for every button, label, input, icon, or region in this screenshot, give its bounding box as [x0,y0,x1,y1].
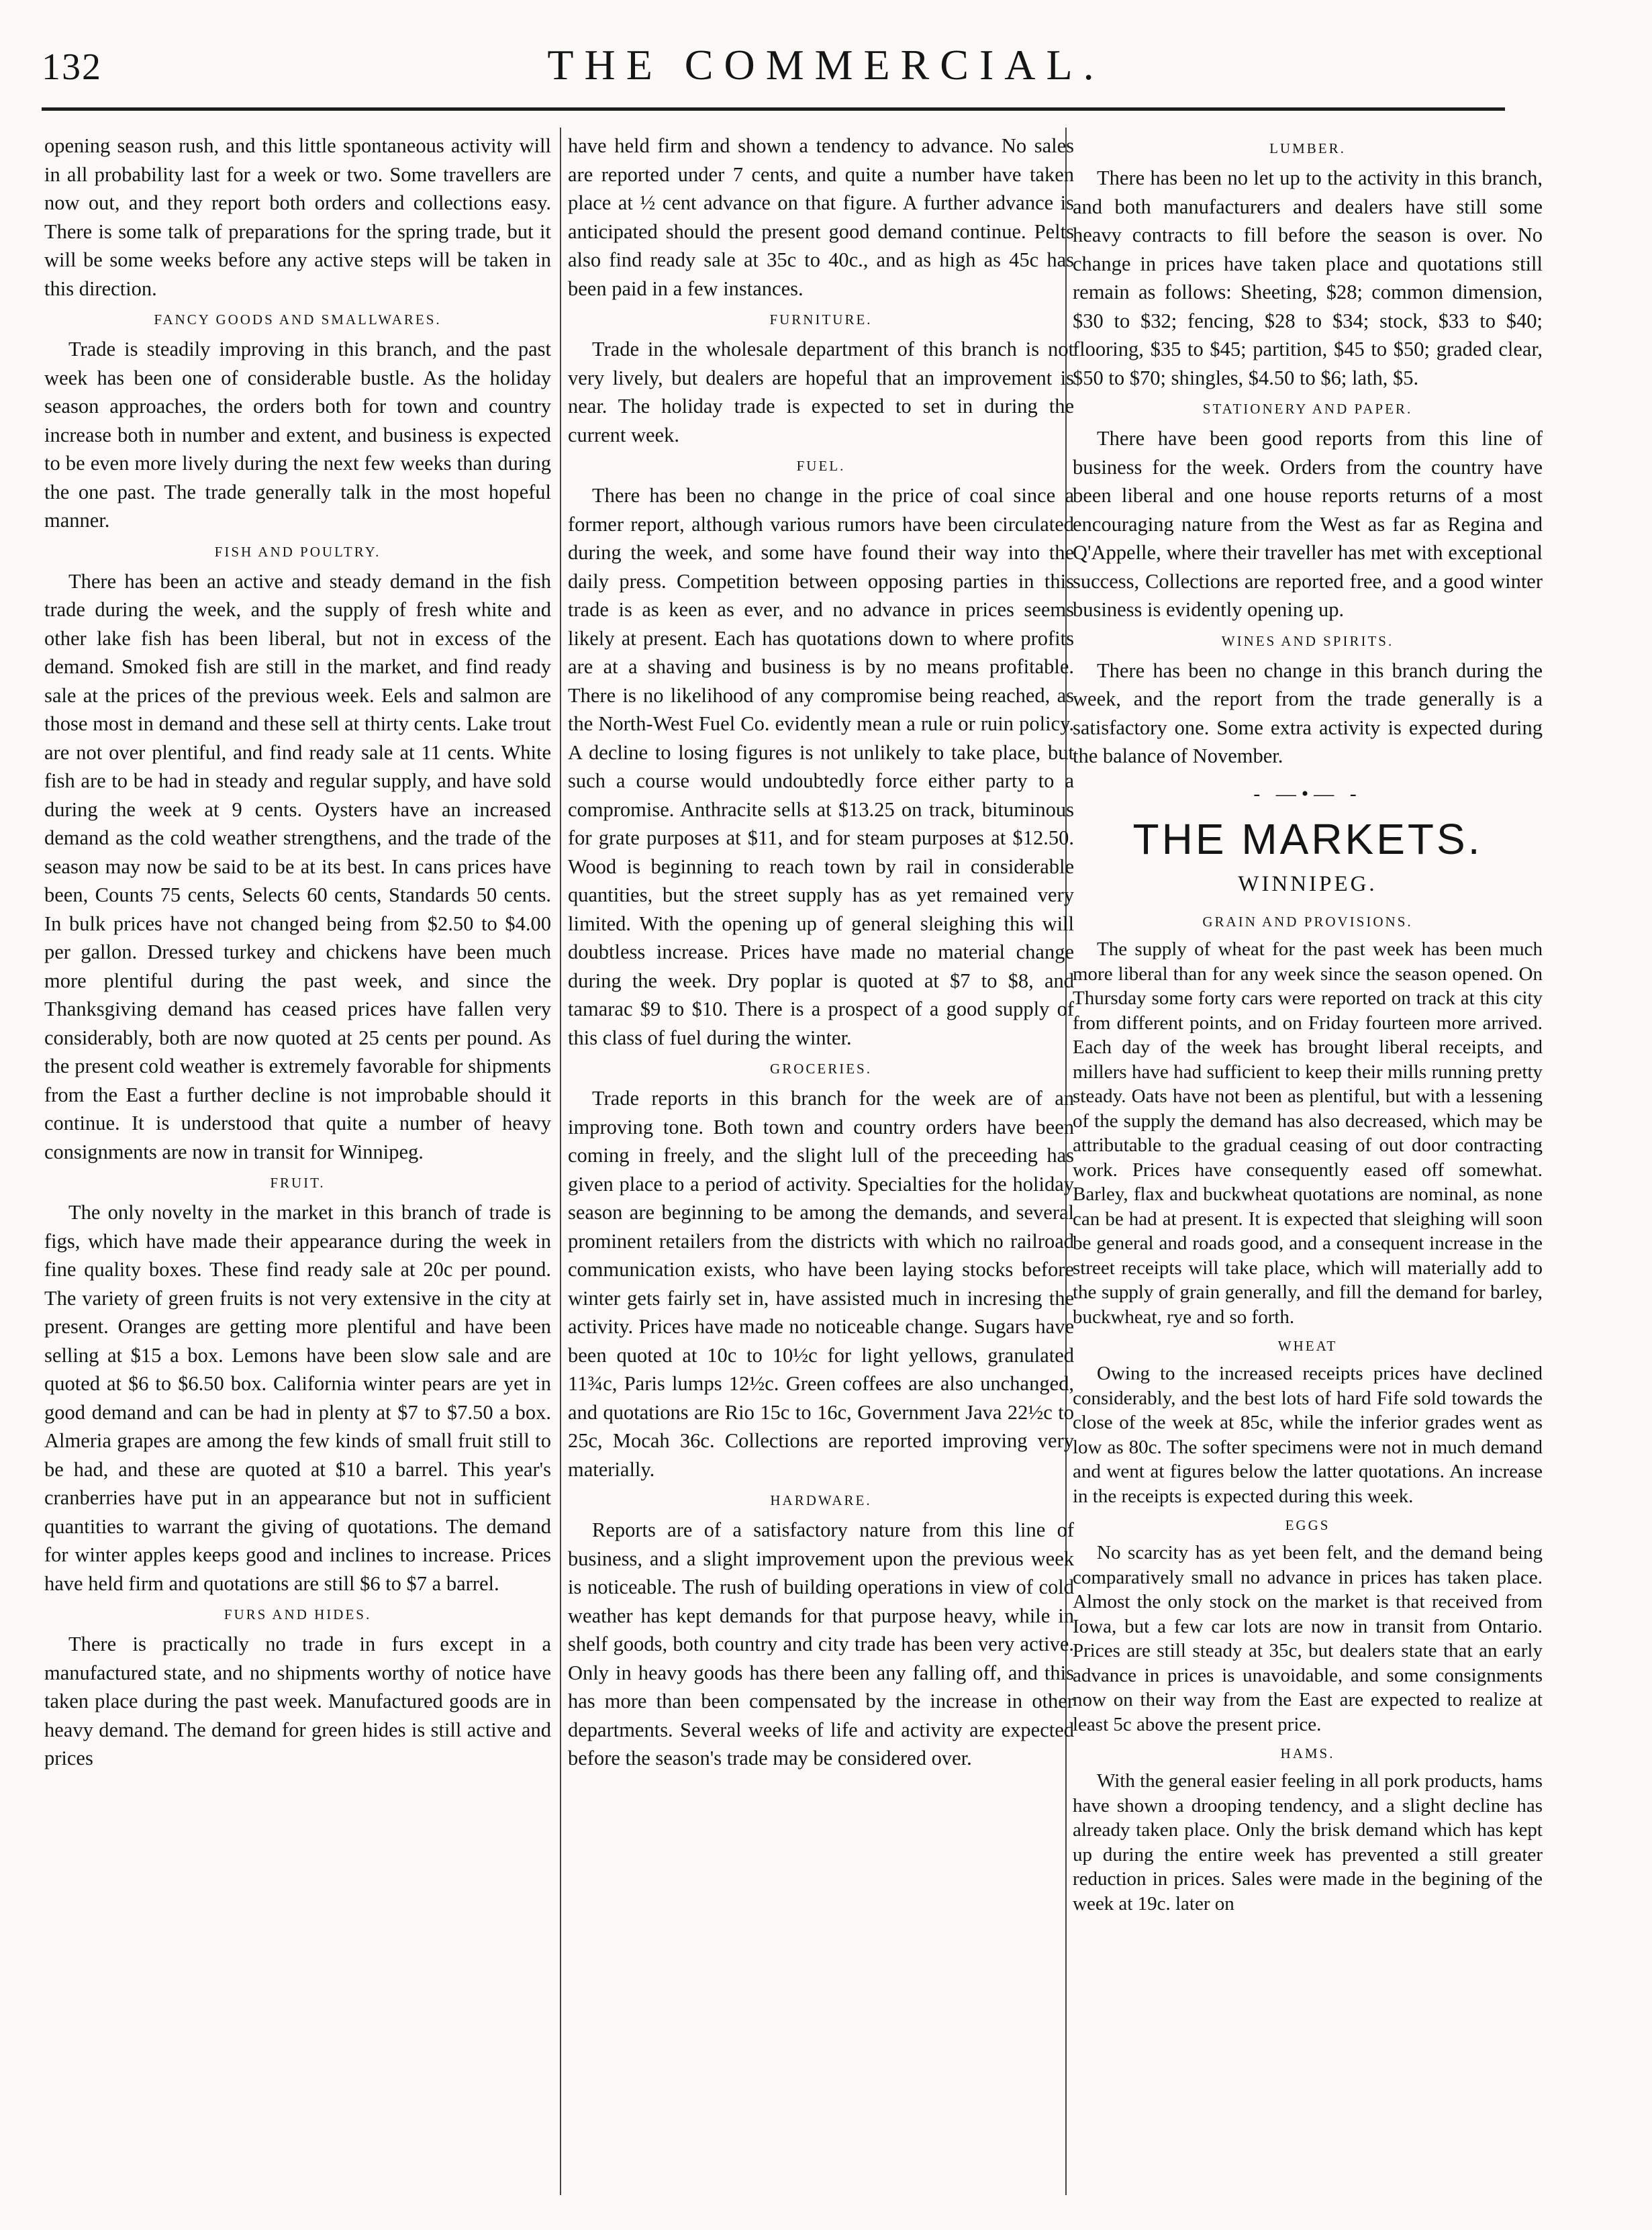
fish-poultry-paragraph: There has been an active and steady demand in the fish trade during the week, and the supply of fresh white and other lake fish has been liberal, but not in excess of the demand. Smoked fish are still in the market, and find ready sale at the prices of the previous week. Eels and salmon are those most in demand and these sell at thirty cents. Lake trout are not over plentiful, and find ready sale at 11 cents. White fish are to be had in steady and regular supply, and have sold during the week at 9 cents. Oysters have an increased demand as the cold weather strengthens, and the trade of the season may now be said to be at its best. In cans prices have been, Counts 75 cents, Selects 60 cents, Standards 50 cents. In bulk prices have not changed being from $2.50 to $4.00 per gallon. Dressed turkey and chickens have been much more plentiful during the past week, and since the Thanksgiving demand has ceased prices have fallen very considerably, both are now quoted at 25 cents per pound. As the present cold weather is extremely favorable for shipments from the East a further decline is not improbable should it continue. It is understood that quite a number of heavy consignments are now in transit for Winnipeg. [44,569,551,1163]
heading-furs-hides: FURS AND HIDES. [224,1606,372,1622]
heading-hams: HAMS. [1280,1745,1335,1761]
heading-fruit: FRUIT. [270,1175,326,1191]
heading-furniture: FURNITURE. [769,311,873,328]
heading-hardware: HARDWARE. [770,1492,872,1508]
wines-spirits-paragraph: There has been no change in this branch during the week, and the report from the trade generally is a satisfactory one. Some extra activity is expected during the balance of November. [1073,659,1543,767]
wheat-paragraph: Owing to the increased receipts prices have declined considerably, and the best lots of hard Fife sold towards the close of the week at 85c, while the inferior grades went as low as 80c. The softer specimens were not in much demand and went at figures below the latter quotations. An increase in the receipts is expected during this week. [1073,1363,1543,1507]
heading-eggs: EGGS [1285,1517,1330,1533]
lumber-paragraph: There has been no let up to the activity in this branch, and both manufacturers and dealers have still some heavy contracts to fill before the season is over. No change in prices have taken place and quotations still remain as follows: Sheeting, $28; common dimension, $30 to $32; fencing, $28 to $34; stock, $33 to $40; flooring, $35 to $45; partition, $45 to $50; graded clear, $50 to $70; shingles, $4.50 to $6; lath, $5. [1073,166,1543,389]
heading-groceries: GROCERIES. [770,1061,872,1077]
groceries-paragraph: Trade reports in this branch for the week are of an improving tone. Both town and country orders have been coming in freely, and the slight lull of the preceeding has given place to a period of activity. Specialties for the holiday season are beginning to be among the demands, and several prominent retailers from the districts with which no railroad communication exists, who have been laying stocks before winter gets fairly set in, have assisted much in incresing the activity. Prices have made no noticeable change. Sugars have been quoted at 10c to 10½c for light yellows, granulated 11¾c, Paris lumps 12½c. Green coffees are also unchanged, and quotations are Rio 15c to 16c, Government Java 22½c to 25c, Mocah 36c. Collections are reported improving very materially. [568,1087,1074,1481]
stationery-paragraph: There have been good reports from this line of business for the week. Orders from the country have been liberal and one house reports returns of a most encouraging nature from the West as far as Regina and Q'Appelle, where their traveller has met with exceptional success, Collections are reported free, and a good winter business is evidently opening up. [1073,427,1543,621]
page-number: 132 [42,46,102,88]
heading-fancy-goods: FANCY GOODS AND SMALLWARES. [154,311,442,328]
column-1 [44,132,551,2192]
hardware-paragraph: Reports are of a satisfactory nature from this line of business, and a slight improvement upon the previous week is noticeable. The rush of building operations in view of cold weather has kept demands for that purpose heavy, while in shelf goods, both country and city trade has been very active. Only in heavy goods has there been any falling off, and this has more than been compensated by the increase in other departments. Several weeks of life and activity are expected before the season's trade may be considered over. [568,1518,1074,1770]
heading-stationery: STATIONERY AND PAPER. [1202,401,1413,417]
column-3 [1073,132,1543,2192]
heading-grain-provisions: GRAIN AND PROVISIONS. [1202,914,1413,930]
city-title: WINNIPEG. [1238,872,1377,896]
heading-fish-poultry: FISH AND POULTRY. [214,543,381,560]
column-2 [568,132,1074,2192]
header-rule [42,107,1505,111]
grain-provisions-paragraph: The supply of wheat for the past week has been much more liberal than for any week since the season opened. On Thursday some forty cars were reported on track at this city from different points, and on Friday fourteen more arrived. Each day of the week has brought liberal receipts, and millers have had sufficient to keep their mills running pretty steady. Oats have not been as plentiful, but with a lessening of the supply the demand has also decreased, which may be attributable to the gradual ceasing of out door contracting work. Prices have consequently eased off somewhat. Barley, flax and buckwheat quotations are nominal, as none can be had at present. It is expected that sleighing will soon be general and roads good, and a consequent increase in the street receipts will take place, which will materially add to the supply of grain generally, and fill the demand for barley, buckwheat, rye and so forth. [1073,938,1543,1328]
fancy-goods-paragraph: Trade is steadily improving in this branch, and the past week has been one of considerable bustle. As the holiday season approaches, the orders both for town and country increase both in number and extent, and business is expected to be even more lively during the next few weeks than during the one past. The trade generally talk in the most hopeful manner. [44,338,551,532]
furs-hides-continued: have held firm and shown a tendency to advance. No sales are reported under 7 cents, and quite a number have taken place at ½ cent advance on that figure. A further advance is anticipated should the present good demand continue. Pelts also find ready sale at 35c to 40c., and as high as 45c has been paid in a few instances. [568,134,1074,300]
opening-paragraph: opening season rush, and this little spontaneous activity will in all probability last for a week or two. Some travellers are now out, and they report both orders and collections easy. There is some talk of preparations for the spring trade, but it will be some weeks before any active steps will be taken in this direction. [44,134,551,300]
heading-lumber: LUMBER. [1269,140,1346,156]
section-ornament: - —•— - [1253,782,1362,805]
heading-wines-spirits: WINES AND SPIRITS. [1221,632,1394,649]
fruit-paragraph: The only novelty in the market in this branch of trade is figs, which have made their appearance during the week in fine quality boxes. These find ready sale at 20c per pound. The variety of green fruits is not very extensive in the city at present. Oranges are getting more plentiful and have been selling at $15 a box. Lemons have been slow sale and are quoted at $6 to $6.50 box. California winter pears are yet in good demand and can be had in plenty at $7 to $7.50 a box. Almeria grapes are among the few kinds of small fruit still to be had, and these are quoted at $10 a barrel. This year's cranberries have put in an appearance but not in sufficient quantities to warrant the giving of quotations. The demand for winter apples keeps good and inclines to increase. Prices have held firm and quotations are still $6 to $7 a barrel. [44,1201,551,1595]
markets-title: THE MARKETS. [1132,815,1483,863]
fuel-paragraph: There has been no change in the price of coal since a former report, although various rumors have been circulated during the week, and some have found their way into the daily press. Competition between opposing parties in this trade is as keen as ever, and no advance in prices seems likely at present. Each has quotations down to where profits are at a shaving and business is by no means profitable. There is no likelihood of any compromise being reached, as the North-West Fuel Co. evidently mean a rule or ruin policy. A decline to losing figures is not unlikely to take place, but such a course would undoubtedly force either party to a compromise. Anthracite sells at $13.25 on track, bituminous for grate purposes at $11, and for steam purposes at $12.50. Wood is beginning to reach town by rail in considerable quantities, but the street supply has as yet remained very limited. With the opening up of general sleighing this will doubtless increase. Prices have made no material change during the week. Dry poplar is quoted at $7 to $8, and tamarac $9 to $10. There is a prospect of a good supply of this class of fuel during the winter. [568,484,1074,1049]
hams-paragraph: With the general easier feeling in all pork products, hams have shown a drooping tendency, and a slight decline has already taken place. Only the brisk demand which has kept up during the entire week has prevented a still greater reduction in prices. Sales were made in the begining of the week at 19c. later on [1073,1770,1543,1914]
heading-fuel: FUEL. [796,458,846,474]
eggs-paragraph: No scarcity has as yet been felt, and the demand being comparatively small no advance in prices has taken place. Almost the only stock on the market is that received from Iowa, but a few car lots are now in transit from Ontario. Prices are still steady at 35c, but dealers state that an early advance in prices is unavoidable, and some consignments now on their way from the East are expected to realize at least 5c above the present price. [1073,1542,1543,1735]
furniture-paragraph: Trade in the wholesale department of this branch is not very lively, but dealers are hopeful that an improvement is near. The holiday trade is expected to set in during the current week. [568,338,1074,446]
furs-hides-paragraph: There is practically no trade in furs except in a manufactured state, and no shipments worthy of notice have taken place during the past week. Manufactured goods are in heavy demand. The demand for green hides is still active and prices [44,1633,551,1770]
column-rule-1 [560,128,561,2195]
masthead: THE COMMERCIAL. [547,41,1105,89]
heading-wheat: WHEAT [1277,1338,1338,1354]
markets-body [1073,912,1543,1916]
